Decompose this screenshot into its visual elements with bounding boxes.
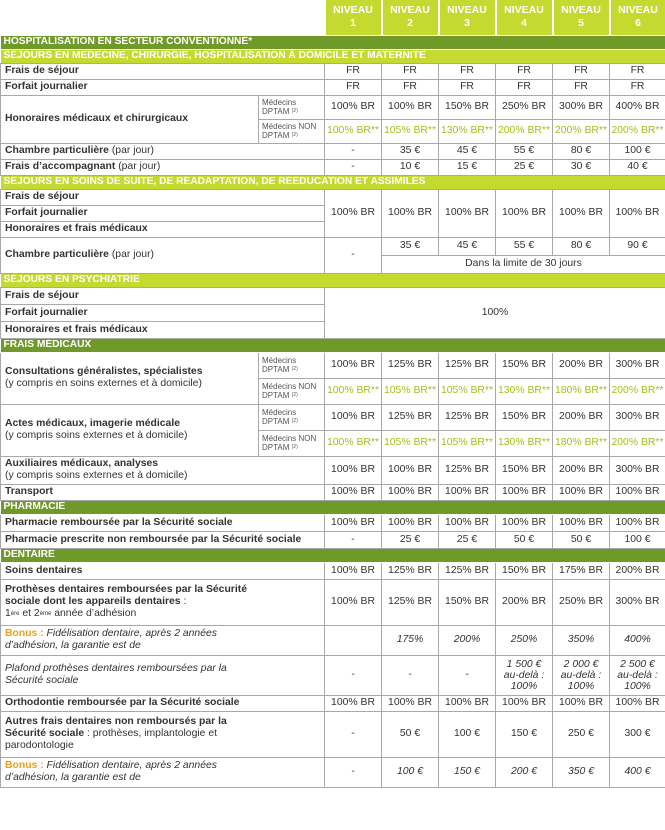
cell: 125% BR bbox=[439, 562, 496, 579]
cell: FR bbox=[439, 63, 496, 79]
limit-note: Dans la limite de 30 jours bbox=[382, 255, 665, 273]
cell: 125% BR bbox=[382, 352, 439, 378]
cell: 25 € bbox=[496, 159, 553, 175]
section-pharmacie: PHARMACIE bbox=[1, 500, 665, 514]
cell: 100% BR bbox=[382, 695, 439, 711]
table-row bbox=[1, 63, 665, 79]
cell: 55 € bbox=[496, 143, 553, 159]
row-label: Honoraires et frais médicaux bbox=[1, 221, 325, 237]
table-row bbox=[1, 655, 665, 695]
cell: 100% BR bbox=[496, 484, 553, 500]
table-row bbox=[1, 456, 665, 484]
cell: 100% BR bbox=[382, 514, 439, 531]
cell: FR bbox=[553, 63, 610, 79]
table-row bbox=[1, 531, 665, 548]
cell: 200% BR bbox=[553, 456, 610, 484]
level-3-header: NIVEAU 3 bbox=[439, 0, 496, 35]
cell: 125% BR bbox=[382, 404, 439, 430]
cell: 10 € bbox=[382, 159, 439, 175]
table-row bbox=[1, 711, 665, 757]
cell: 200% bbox=[439, 625, 496, 655]
cell: 100% BR bbox=[610, 189, 665, 237]
cell: 55 € bbox=[496, 237, 553, 255]
cell: 350 € bbox=[553, 757, 610, 787]
cell: 100% BR** bbox=[325, 119, 382, 143]
cell: 130% BR** bbox=[496, 378, 553, 404]
row-label: Soins dentaires bbox=[1, 562, 325, 579]
table-row bbox=[1, 287, 665, 304]
cell: 100% BR bbox=[439, 695, 496, 711]
cell: 250% BR bbox=[553, 579, 610, 625]
cell: 130% BR** bbox=[439, 119, 496, 143]
cell: 200% BR bbox=[610, 562, 665, 579]
table-row bbox=[1, 189, 665, 205]
row-label: Bonus : Fidélisation dentaire, après 2 années d’adhésion, la garantie est de bbox=[1, 757, 325, 787]
cell: 300% BR bbox=[610, 352, 665, 378]
cell: 200% BR** bbox=[610, 119, 665, 143]
cell: 25 € bbox=[439, 531, 496, 548]
row-label: Prothèses dentaires remboursées par la Sécurité sociale dont les appareils dentaires : 1ère et 2ème année d’adhésion bbox=[1, 579, 325, 625]
row-label: Forfait journalier bbox=[1, 304, 325, 321]
cell: 200% BR bbox=[553, 404, 610, 430]
cell: 100% BR bbox=[382, 456, 439, 484]
cell: 100% BR bbox=[496, 514, 553, 531]
row-label: Auxiliaires médicaux, analyses (y compris soins externes et à domicile) bbox=[1, 456, 325, 484]
cell: 105% BR** bbox=[439, 430, 496, 456]
cell: 100 € bbox=[439, 711, 496, 757]
cell: 50 € bbox=[553, 531, 610, 548]
cell: 50 € bbox=[496, 531, 553, 548]
cell: 100% BR bbox=[325, 562, 382, 579]
cell: 100% BR bbox=[610, 484, 665, 500]
cell: 150% BR bbox=[439, 579, 496, 625]
table-row bbox=[1, 757, 665, 787]
cell: 175% bbox=[382, 625, 439, 655]
non-dptam-label: Médecins NON DPTAM $^{(2)}$ bbox=[259, 119, 325, 143]
cell: 2 000 € au-delà : 100% bbox=[553, 655, 610, 695]
table-row bbox=[1, 95, 665, 119]
cell: 300 € bbox=[610, 711, 665, 757]
cell: 100% bbox=[325, 287, 665, 338]
cell: 100% BR bbox=[382, 189, 439, 237]
header-row bbox=[1, 0, 665, 35]
cell: FR bbox=[325, 79, 382, 95]
cell: 150% BR bbox=[496, 456, 553, 484]
cell: 150% BR bbox=[496, 404, 553, 430]
cell: 40 € bbox=[610, 159, 665, 175]
row-label: Pharmacie remboursée par la Sécurité sociale bbox=[1, 514, 325, 531]
cell: 180% BR** bbox=[553, 430, 610, 456]
cell: 100% BR bbox=[439, 484, 496, 500]
cell: - bbox=[325, 711, 382, 757]
cell: - bbox=[439, 655, 496, 695]
row-label: Consultations généralistes, spécialistes (y compris en soins externes et à domicile) bbox=[1, 352, 259, 404]
cell: - bbox=[325, 655, 382, 695]
table-row bbox=[1, 625, 665, 655]
section-ssr: SÉJOURS EN SOINS DE SUITE, DE RÉADAPTATION, DE RÉÉDUCATION ET ASSIMILÉS bbox=[1, 175, 665, 189]
cell: 125% BR bbox=[439, 456, 496, 484]
cell: 300% BR bbox=[553, 95, 610, 119]
row-label: Honoraires et frais médicaux bbox=[1, 321, 325, 338]
cell: 300% BR bbox=[610, 579, 665, 625]
cell: 30 € bbox=[553, 159, 610, 175]
cell bbox=[325, 625, 382, 655]
table-row bbox=[1, 695, 665, 711]
cell: 100% BR** bbox=[325, 430, 382, 456]
cell: 100% BR bbox=[553, 189, 610, 237]
cell: 125% BR bbox=[382, 562, 439, 579]
cell: 100% BR bbox=[553, 514, 610, 531]
cell: 100% BR bbox=[610, 695, 665, 711]
cell: 105% BR** bbox=[382, 119, 439, 143]
cell: 130% BR** bbox=[496, 430, 553, 456]
cell: 300% BR bbox=[610, 456, 665, 484]
table-row bbox=[1, 404, 665, 430]
cell: FR bbox=[382, 79, 439, 95]
cell: 100% BR bbox=[610, 514, 665, 531]
cell: 100 € bbox=[610, 531, 665, 548]
cell: 1 500 € au-delà : 100% bbox=[496, 655, 553, 695]
cell: 175% BR bbox=[553, 562, 610, 579]
cell: - bbox=[325, 143, 382, 159]
cell: 250% BR bbox=[496, 95, 553, 119]
cell: 100% BR bbox=[496, 189, 553, 237]
cell: 200% BR** bbox=[610, 430, 665, 456]
cell: 250% bbox=[496, 625, 553, 655]
cell: 100% BR bbox=[325, 456, 382, 484]
level-6-header: NIVEAU 6 bbox=[610, 0, 665, 35]
cell: 100% BR bbox=[382, 95, 439, 119]
table-row bbox=[1, 352, 665, 378]
row-label: Chambre particulière (par jour) bbox=[1, 237, 325, 273]
cell: 400% BR bbox=[610, 95, 665, 119]
dptam-label: Médecins DPTAM $^{(2)}$ bbox=[259, 352, 325, 378]
row-label: Frais de séjour bbox=[1, 287, 325, 304]
row-label: Frais de séjour bbox=[1, 189, 325, 205]
cell: 45 € bbox=[439, 143, 496, 159]
row-label: Plafond prothèses dentaires remboursées par la Sécurité sociale bbox=[1, 655, 325, 695]
cell: 400% bbox=[610, 625, 665, 655]
cell: 250 € bbox=[553, 711, 610, 757]
cell: 100% BR bbox=[382, 484, 439, 500]
level-1-header: NIVEAU 1 bbox=[325, 0, 382, 35]
cell: 350% bbox=[553, 625, 610, 655]
cell: 80 € bbox=[553, 237, 610, 255]
row-label: Forfait journalier bbox=[1, 205, 325, 221]
cell: FR bbox=[496, 63, 553, 79]
cell: FR bbox=[325, 63, 382, 79]
cell: 150% BR bbox=[496, 352, 553, 378]
section-hospitalisation: HOSPITALISATION EN SECTEUR CONVENTIONNÉ* bbox=[1, 35, 665, 49]
cell: 100 € bbox=[610, 143, 665, 159]
cell: 100% BR bbox=[325, 404, 382, 430]
cell: - bbox=[325, 757, 382, 787]
cell: 125% BR bbox=[382, 579, 439, 625]
row-label: Chambre particulière (par jour) bbox=[1, 143, 325, 159]
table-row bbox=[1, 514, 665, 531]
cell: 300% BR bbox=[610, 404, 665, 430]
cell: 35 € bbox=[382, 237, 439, 255]
cell: 100% BR bbox=[325, 352, 382, 378]
cell: 400 € bbox=[610, 757, 665, 787]
cell: 50 € bbox=[382, 711, 439, 757]
dptam-label: Médecins DPTAM $^{(2)}$ bbox=[259, 95, 325, 119]
cell: 200% BR bbox=[553, 352, 610, 378]
cell: 150 € bbox=[496, 711, 553, 757]
cell: 200% BR** bbox=[610, 378, 665, 404]
level-5-header: NIVEAU 5 bbox=[553, 0, 610, 35]
non-dptam-label: Médecins NON DPTAM $^{(2)}$ bbox=[259, 378, 325, 404]
table-row bbox=[1, 79, 665, 95]
cell: 200 € bbox=[496, 757, 553, 787]
cell: 150 € bbox=[439, 757, 496, 787]
cell: FR bbox=[553, 79, 610, 95]
cell: 100% BR bbox=[553, 695, 610, 711]
level-2-header: NIVEAU 2 bbox=[382, 0, 439, 35]
table-row bbox=[1, 143, 665, 159]
cell: 125% BR bbox=[439, 404, 496, 430]
cell: 105% BR** bbox=[439, 378, 496, 404]
cell: - bbox=[325, 531, 382, 548]
row-label: Orthodontie remboursée par la Sécurité sociale bbox=[1, 695, 325, 711]
cell: 100% BR bbox=[553, 484, 610, 500]
cell: FR bbox=[439, 79, 496, 95]
row-label: Frais d’accompagnant (par jour) bbox=[1, 159, 325, 175]
cell: 100% BR bbox=[325, 514, 382, 531]
cell: 200% BR** bbox=[496, 119, 553, 143]
cell: 105% BR** bbox=[382, 378, 439, 404]
cell: 2 500 € au-delà : 100% bbox=[610, 655, 665, 695]
cell: 80 € bbox=[553, 143, 610, 159]
cell: FR bbox=[610, 63, 665, 79]
cell: FR bbox=[610, 79, 665, 95]
cell: 90 € bbox=[610, 237, 665, 255]
cell: 125% BR bbox=[439, 352, 496, 378]
cell: 35 € bbox=[382, 143, 439, 159]
table-row bbox=[1, 562, 665, 579]
cell: 25 € bbox=[382, 531, 439, 548]
cell: 150% BR bbox=[439, 95, 496, 119]
section-psychiatrie: SÉJOURS EN PSYCHIATRIE bbox=[1, 273, 665, 287]
cell: 200% BR bbox=[496, 579, 553, 625]
level-4-header: NIVEAU 4 bbox=[496, 0, 553, 35]
cell: 100% BR bbox=[325, 189, 382, 237]
cell: FR bbox=[382, 63, 439, 79]
cell: FR bbox=[496, 79, 553, 95]
cell: 100% BR bbox=[496, 695, 553, 711]
cell: 100% BR bbox=[325, 579, 382, 625]
row-label: Honoraires médicaux et chirurgicaux bbox=[1, 95, 259, 143]
row-label: Bonus : Fidélisation dentaire, après 2 années d’adhésion, la garantie est de bbox=[1, 625, 325, 655]
non-dptam-label: Médecins NON DPTAM $^{(2)}$ bbox=[259, 430, 325, 456]
cell: 100% BR bbox=[439, 514, 496, 531]
cell: 100% BR** bbox=[325, 378, 382, 404]
cell: 100% BR bbox=[325, 695, 382, 711]
header-blank bbox=[1, 0, 325, 35]
table-row bbox=[1, 237, 665, 255]
table-row bbox=[1, 579, 665, 625]
row-label: Frais de séjour bbox=[1, 63, 325, 79]
cell: 100% BR bbox=[325, 484, 382, 500]
cell: 150% BR bbox=[496, 562, 553, 579]
section-dentaire: DENTAIRE bbox=[1, 548, 665, 562]
cell: 100 € bbox=[382, 757, 439, 787]
dptam-label: Médecins DPTAM $^{(2)}$ bbox=[259, 404, 325, 430]
cell: - bbox=[325, 237, 382, 273]
cell: - bbox=[382, 655, 439, 695]
cell: 100% BR bbox=[325, 95, 382, 119]
table-row bbox=[1, 159, 665, 175]
row-label: Transport bbox=[1, 484, 325, 500]
cell: 105% BR** bbox=[382, 430, 439, 456]
row-label: Actes médicaux, imagerie médicale (y compris soins externes et à domicile) bbox=[1, 404, 259, 456]
cell: - bbox=[325, 159, 382, 175]
cell: 45 € bbox=[439, 237, 496, 255]
cell: 100% BR bbox=[439, 189, 496, 237]
section-medecine: SÉJOURS EN MÉDECINE, CHIRURGIE, HOSPITALISATION À DOMICILE ET MATERNITÉ bbox=[1, 49, 665, 63]
row-label: Pharmacie prescrite non remboursée par la Sécurité sociale bbox=[1, 531, 325, 548]
cell: 200% BR** bbox=[553, 119, 610, 143]
row-label: Forfait journalier bbox=[1, 79, 325, 95]
row-label: Autres frais dentaires non remboursés par la Sécurité sociale : prothèses, implantologie et parodontologie bbox=[1, 711, 325, 757]
section-frais-medicaux: FRAIS MÉDICAUX bbox=[1, 338, 665, 352]
table-row bbox=[1, 484, 665, 500]
cell: 15 € bbox=[439, 159, 496, 175]
cell: 180% BR** bbox=[553, 378, 610, 404]
